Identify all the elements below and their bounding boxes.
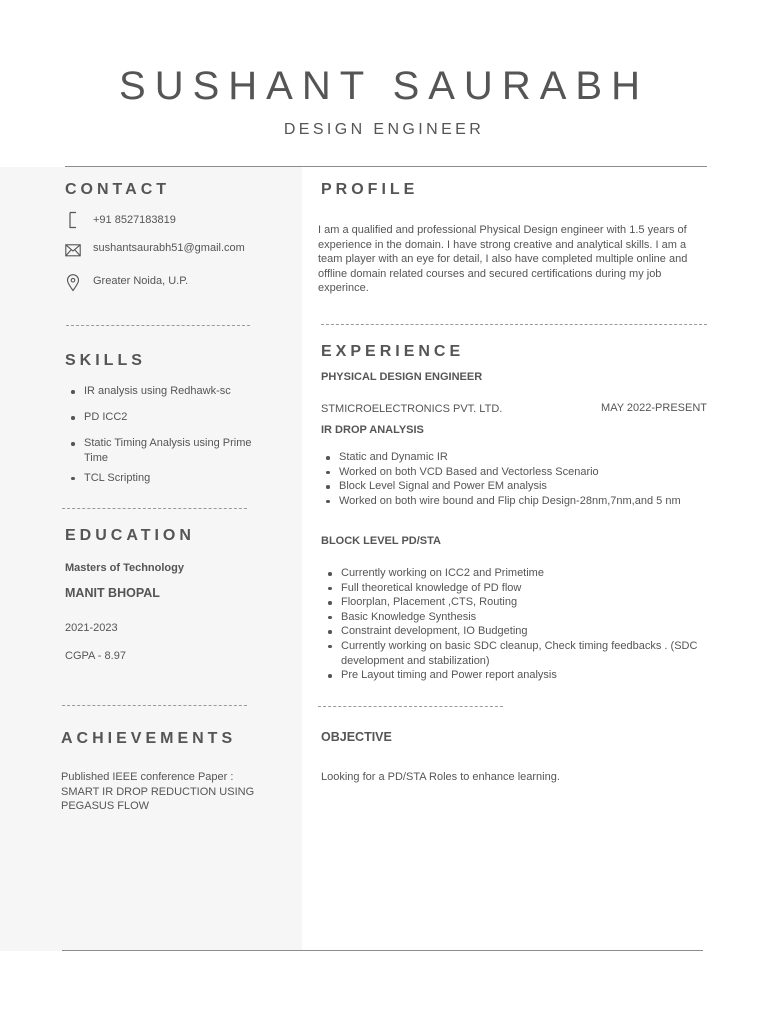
list-item: Pre Layout timing and Power report analysis xyxy=(341,668,703,683)
list-item: Static and Dynamic IR xyxy=(339,450,719,465)
list-item: Full theoretical knowledge of PD flow xyxy=(341,581,703,596)
experience-job-title: PHYSICAL DESIGN ENGINEER xyxy=(321,371,483,383)
header-divider xyxy=(65,166,707,167)
block-level-heading: BLOCK LEVEL PD/STA xyxy=(321,535,441,547)
contact-location: Greater Noida, U.P. xyxy=(93,275,189,287)
list-item: Static Timing Analysis using Prime Time xyxy=(84,436,259,465)
location-pin-icon xyxy=(66,274,82,292)
skills-heading: SKILLS xyxy=(65,352,146,369)
ir-drop-list xyxy=(321,450,719,508)
candidate-name: SUSHANT SAURABH xyxy=(119,64,649,108)
block-level-list xyxy=(323,566,703,683)
list-item: Currently working on basic SDC cleanup, Check timing feedbacks . (SDC development and stabilization) xyxy=(341,639,703,668)
profile-text: I am a qualified and professional Physical Design engineer with 1.5 years of experience in the domain. I have strong creative and analytical skills. I am a team player with an eye for detail, I also have completed multiple online and offline domain related courses and secured certifications during my job experince. xyxy=(318,224,688,295)
phone-icon xyxy=(66,211,82,229)
contact-email: sushantsaurabh51@gmail.com xyxy=(93,242,245,254)
profile-heading: PROFILE xyxy=(321,181,419,198)
objective-text: Looking for a PD/STA Roles to enhance learning. xyxy=(321,771,560,783)
education-cgpa: CGPA - 8.97 xyxy=(65,650,126,662)
email-icon xyxy=(65,244,81,262)
experience-heading: EXPERIENCE xyxy=(321,343,465,360)
achievements-text: Published IEEE conference Paper : SMART IR DROP REDUCTION USING PEGASUS FLOW xyxy=(61,771,255,813)
list-item: IR analysis using Redhawk-sc xyxy=(84,384,259,399)
list-item: Worked on both wire bound and Flip chip Design-28nm,7nm,and 5 nm xyxy=(339,494,719,509)
experience-company: STMICROELECTRONICS PVT. LTD. xyxy=(321,403,503,415)
experience-dates: MAY 2022-PRESENT xyxy=(601,402,707,414)
profile-divider xyxy=(321,324,707,325)
contact-divider xyxy=(66,325,250,326)
objective-heading: OBJECTIVE xyxy=(321,730,392,744)
ir-drop-heading: IR DROP ANALYSIS xyxy=(321,424,424,436)
skills-divider xyxy=(62,508,247,509)
list-item: TCL Scripting xyxy=(84,471,259,486)
list-item: Basic Knowledge Synthesis xyxy=(341,610,703,625)
contact-phone: +91 8527183819 xyxy=(93,214,176,226)
list-item: Constraint development, IO Budgeting xyxy=(341,624,703,639)
list-item: Block Level Signal and Power EM analysis xyxy=(339,479,719,494)
job-title: DESIGN ENGINEER xyxy=(283,121,485,138)
education-divider xyxy=(62,705,247,706)
list-item: Currently working on ICC2 and Primetime xyxy=(341,566,703,581)
education-heading: EDUCATION xyxy=(65,527,195,544)
education-years: 2021-2023 xyxy=(65,622,118,634)
contact-heading: CONTACT xyxy=(65,181,171,198)
achievements-heading: ACHIEVEMENTS xyxy=(61,730,237,747)
list-item: Worked on both VCD Based and Vectorless Scenario xyxy=(339,465,719,480)
list-item: Floorplan, Placement ,CTS, Routing xyxy=(341,595,703,610)
education-degree: Masters of Technology xyxy=(65,562,184,574)
skills-list xyxy=(66,384,259,485)
education-institute: MANIT BHOPAL xyxy=(65,586,160,600)
experience-divider xyxy=(318,706,503,707)
list-item: PD ICC2 xyxy=(84,410,259,425)
footer-divider xyxy=(62,950,703,951)
